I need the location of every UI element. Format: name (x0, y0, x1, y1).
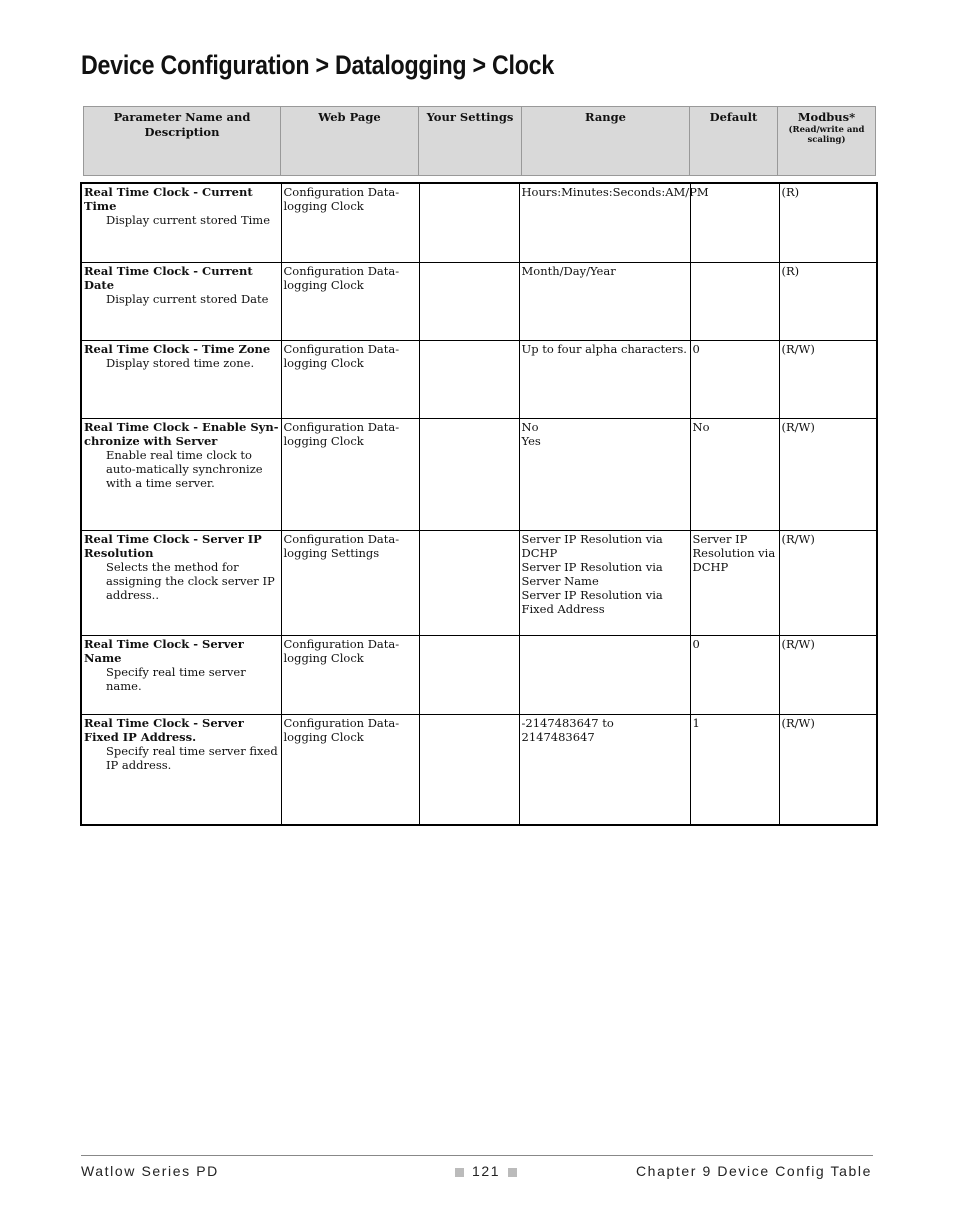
settings-cell (419, 714, 519, 825)
parameter-cell (81, 714, 281, 825)
default-value: No (692, 419, 710, 434)
footer-right: Chapter 9 Device Config Table (635, 1163, 872, 1179)
webpage-cell: Configuration Data-logging Clock (281, 183, 419, 262)
parameter-name: Real Time Clock - Server IP Resolution (84, 531, 262, 560)
parameter-cell (81, 635, 281, 714)
table-row (81, 183, 877, 262)
table-row (81, 714, 877, 825)
parameter-description: Display current stored Date (106, 291, 269, 306)
parameter-description: Selects the method for assigning the clock server IP address.. (106, 559, 275, 602)
range-cell (519, 340, 690, 418)
default-cell (690, 530, 779, 635)
settings-cell (419, 340, 519, 418)
modbus-cell: (R/W) (779, 635, 877, 714)
parameter-name: Real Time Clock - Current Date (84, 263, 253, 292)
parameter-name: Real Time Clock - Server Name (84, 636, 244, 665)
parameter-name: Real Time Clock - Time Zone (84, 341, 271, 356)
settings-cell (419, 418, 519, 530)
range-value: -2147483647 to 2147483647 (521, 715, 614, 744)
parameter-description: Specify real time server name. (106, 664, 246, 693)
modbus-cell: (R/W) (779, 530, 877, 635)
range-cell (519, 635, 690, 714)
range-cell (519, 418, 690, 530)
col-header-settings: Your Settings (419, 107, 522, 176)
col-header-webpage: Web Page (281, 107, 419, 176)
range-value: Server IP Resolution via Server Name (521, 559, 663, 588)
parameter-description: Enable real time clock to auto-matically synchronize with a time server. (106, 447, 263, 490)
col-header-parameter: Parameter Name and Description (84, 107, 281, 176)
range-cell (519, 183, 709, 262)
default-cell (690, 340, 779, 418)
default-cell (690, 262, 779, 340)
modbus-cell: (R/W) (779, 340, 877, 418)
parameter-name: Real Time Clock - Server Fixed IP Address. (84, 715, 244, 744)
range-value: No (521, 419, 539, 434)
default-value: 0 (692, 636, 700, 651)
range-cell (519, 530, 690, 635)
parameter-description: Display stored time zone. (106, 355, 255, 370)
parameter-description: Specify real time server fixed IP address. (106, 743, 278, 772)
range-value: Hours:Minutes:Seconds:AM/PM (521, 185, 709, 199)
range-value: Up to four alpha characters. (521, 341, 687, 356)
range-value: Month/Day/Year (521, 263, 616, 278)
default-cell (690, 418, 779, 530)
webpage-cell: Configuration Data-logging Clock (281, 635, 419, 714)
webpage-cell: Configuration Data-logging Clock (281, 262, 419, 340)
default-cell (690, 635, 779, 714)
modbus-cell: (R/W) (779, 714, 877, 825)
webpage-cell: Configuration Data-logging Clock (281, 418, 419, 530)
modbus-label: Modbus* (797, 110, 856, 124)
table-row (81, 418, 877, 530)
modbus-sublabel: (Read/write and scaling) (788, 125, 865, 145)
webpage-cell: Configuration Data-logging Clock (281, 340, 419, 418)
col-header-default: Default (690, 107, 778, 176)
page-title: Device Configuration > Datalogging > Clock (81, 50, 554, 80)
footer-page (447, 1163, 525, 1179)
range-value: Server IP Resolution via DCHP (521, 531, 663, 560)
parameter-name: Real Time Clock - Enable Syn-chronize with Server (84, 419, 279, 448)
table-row (81, 635, 877, 714)
range-value: Yes (521, 433, 541, 448)
page-number: 121 (472, 1163, 501, 1179)
parameter-name: Real Time Clock - Current Time (84, 185, 253, 213)
parameter-cell (81, 340, 281, 418)
default-value: 1 (692, 715, 700, 730)
default-cell (690, 714, 779, 825)
default-value: Server IP Resolution via DCHP (692, 531, 776, 574)
webpage-cell: Configuration Data-logging Clock (281, 714, 419, 825)
range-cell (519, 714, 690, 825)
col-header-range: Range (522, 107, 690, 176)
table-row (81, 530, 877, 635)
webpage-cell: Configuration Data-logging Settings (281, 530, 419, 635)
col-header-modbus (778, 107, 876, 176)
parameter-cell (81, 183, 281, 262)
parameter-table (80, 182, 878, 826)
default-value: 0 (692, 341, 700, 356)
parameter-description: Display current stored Time (106, 213, 271, 227)
footer-rule (81, 1155, 873, 1156)
footer-left: Watlow Series PD (81, 1163, 219, 1179)
range-value: Server IP Resolution via Fixed Address (521, 587, 663, 616)
table-row (81, 262, 877, 340)
settings-cell (419, 262, 519, 340)
modbus-cell: (R/W) (779, 418, 877, 530)
parameter-cell (81, 262, 281, 340)
range-cell (519, 262, 690, 340)
modbus-cell: (R) (779, 262, 877, 340)
settings-cell (419, 183, 519, 262)
footer-square-icon (455, 1168, 464, 1177)
parameter-cell (81, 530, 281, 635)
settings-cell (419, 635, 519, 714)
modbus-cell: (R) (779, 183, 877, 262)
footer-square-icon (508, 1168, 517, 1177)
settings-cell (419, 530, 519, 635)
parameter-cell (81, 418, 281, 530)
table-row (81, 340, 877, 418)
table-header (83, 106, 876, 176)
